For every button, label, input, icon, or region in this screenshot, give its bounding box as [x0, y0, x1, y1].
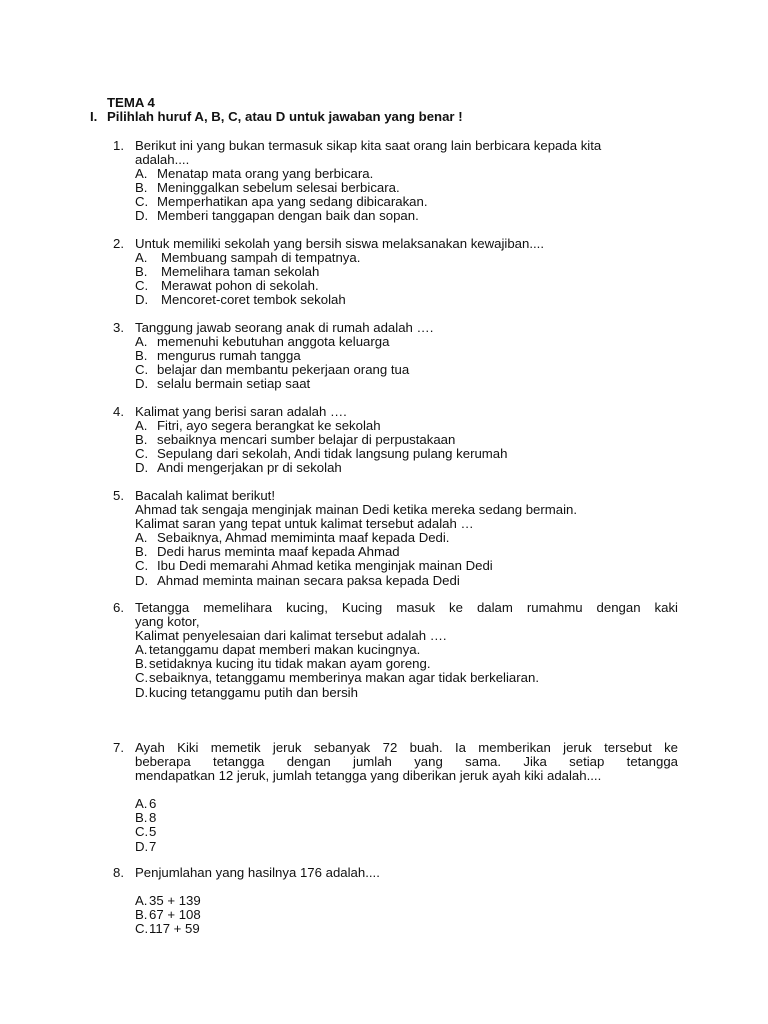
- option-c: C.sebaiknya, tetanggamu memberinya makan agar tidak berkeliaran.: [135, 670, 539, 686]
- question-1: [113, 139, 678, 224]
- question-stem-line: Ayah Kiki memetik jeruk sebanyak 72 buah. Ia memberikan jeruk tersebut ke: [135, 740, 678, 755]
- option-d: D.7: [135, 838, 157, 854]
- question-number: 6.: [113, 600, 124, 615]
- theme-heading: TEMA 4: [107, 95, 155, 110]
- option-a: A. Menatap mata orang yang berbicara.: [135, 166, 374, 182]
- question-3: [113, 321, 678, 391]
- option-a: A. Fitri, ayo segera berangkat ke sekolah: [135, 418, 381, 434]
- option-a: A. memenuhi kebutuhan anggota keluarga: [135, 334, 390, 350]
- question-stem-line: Berikut ini yang bukan termasuk sikap kita saat orang lain berbicara kepada kita: [135, 138, 602, 153]
- option-b: B. Meninggalkan sebelum selesai berbicara.: [135, 180, 400, 196]
- question-stem-line: Ahmad tak sengaja menginjak mainan Dedi ketika mereka sedang bermain.: [135, 502, 578, 518]
- question-stem-line: Untuk memiliki sekolah yang bersih siswa melaksanakan kewajiban....: [135, 236, 544, 251]
- option-d: D. Memberi tanggapan dengan baik dan sopan.: [135, 208, 419, 224]
- instruction-heading: [90, 110, 463, 124]
- question-5: [113, 489, 678, 588]
- question-number: 2.: [113, 236, 124, 251]
- option-d: D. Mencoret-coret tembok sekolah: [135, 292, 346, 308]
- question-number: 3.: [113, 320, 124, 335]
- question-number: 5.: [113, 488, 124, 503]
- option-b: B. 67 + 108: [135, 907, 201, 923]
- option-b: B. Dedi harus meminta maaf kepada Ahmad: [135, 544, 400, 560]
- option-c: C.5: [135, 824, 157, 840]
- question-number: 4.: [113, 404, 124, 419]
- option-a: A. tetanggamu dapat memberi makan kucingnya.: [135, 642, 421, 658]
- option-b: B. mengurus rumah tangga: [135, 348, 301, 364]
- question-stem-line: yang kotor,: [135, 614, 200, 630]
- question-stem-line: Kalimat yang berisi saran adalah ….: [135, 404, 347, 419]
- option-a: A. 6: [135, 796, 157, 812]
- question-stem-line: Kalimat penyelesaian dari kalimat tersebut adalah ….: [135, 628, 447, 644]
- option-b: B. setidaknya kucing itu tidak makan ayam goreng.: [135, 656, 431, 672]
- option-d: D. Andi mengerjakan pr di sekolah: [135, 460, 342, 476]
- question-7: [113, 741, 678, 854]
- option-b: B. sebaiknya mencari sumber belajar di perpustakaan: [135, 432, 456, 448]
- question-number: 1.: [113, 138, 124, 153]
- question-stem-line: mendapatkan 12 jeruk, jumlah tetangga yang diberikan jeruk ayah kiki adalah....: [135, 768, 602, 784]
- option-c: C.117 + 59: [135, 921, 200, 937]
- question-stem-line: Bacalah kalimat berikut!: [135, 488, 276, 503]
- question-stem-line: Tetangga memelihara kucing, Kucing masuk ke dalam rumahmu dengan kaki: [135, 600, 678, 615]
- option-c: C. Memperhatikan apa yang sedang dibicarakan.: [135, 194, 428, 210]
- option-c: C. belajar dan membantu pekerjaan orang tua: [135, 362, 410, 378]
- option-c: C. Sepulang dari sekolah, Andi tidak langsung pulang kerumah: [135, 446, 508, 462]
- question-stem-line: Penjumlahan yang hasilnya 176 adalah....: [135, 865, 380, 880]
- option-a: A. Sebaiknya, Ahmad memiminta maaf kepada Dedi.: [135, 530, 450, 546]
- question-6: [113, 601, 678, 700]
- question-2: [113, 237, 678, 307]
- option-d: D.kucing tetanggamu putih dan bersih: [135, 684, 358, 700]
- option-a: A. Membuang sampah di tempatnya.: [135, 250, 361, 266]
- question-stem-line: adalah....: [135, 152, 190, 168]
- option-a: A. 35 + 139: [135, 893, 201, 909]
- question-stem-line: beberapa tetangga dengan jumlah yang sama. Jika setiap tetangga: [135, 754, 678, 770]
- option-b: B. 8: [135, 810, 157, 826]
- instruction-text: Pilihlah huruf A, B, C, atau D untuk jawaban yang benar !: [107, 109, 463, 124]
- option-b: B. Memelihara taman sekolah: [135, 264, 320, 280]
- question-number: 8.: [113, 865, 124, 880]
- option-c: C. Ibu Dedi memarahi Ahmad ketika menginjak mainan Dedi: [135, 558, 493, 574]
- question-4: [113, 405, 678, 475]
- section-number: I.: [90, 109, 98, 124]
- option-c: C. Merawat pohon di sekolah.: [135, 278, 319, 294]
- option-d: D. Ahmad meminta mainan secara paksa kepada Dedi: [135, 572, 460, 588]
- question-8: [113, 866, 678, 936]
- question-number: 7.: [113, 740, 124, 755]
- question-stem-line: Kalimat saran yang tepat untuk kalimat tersebut adalah …: [135, 516, 474, 532]
- question-stem-line: Tanggung jawab seorang anak di rumah adalah ….: [135, 320, 434, 335]
- option-d: D. selalu bermain setiap saat: [135, 376, 311, 392]
